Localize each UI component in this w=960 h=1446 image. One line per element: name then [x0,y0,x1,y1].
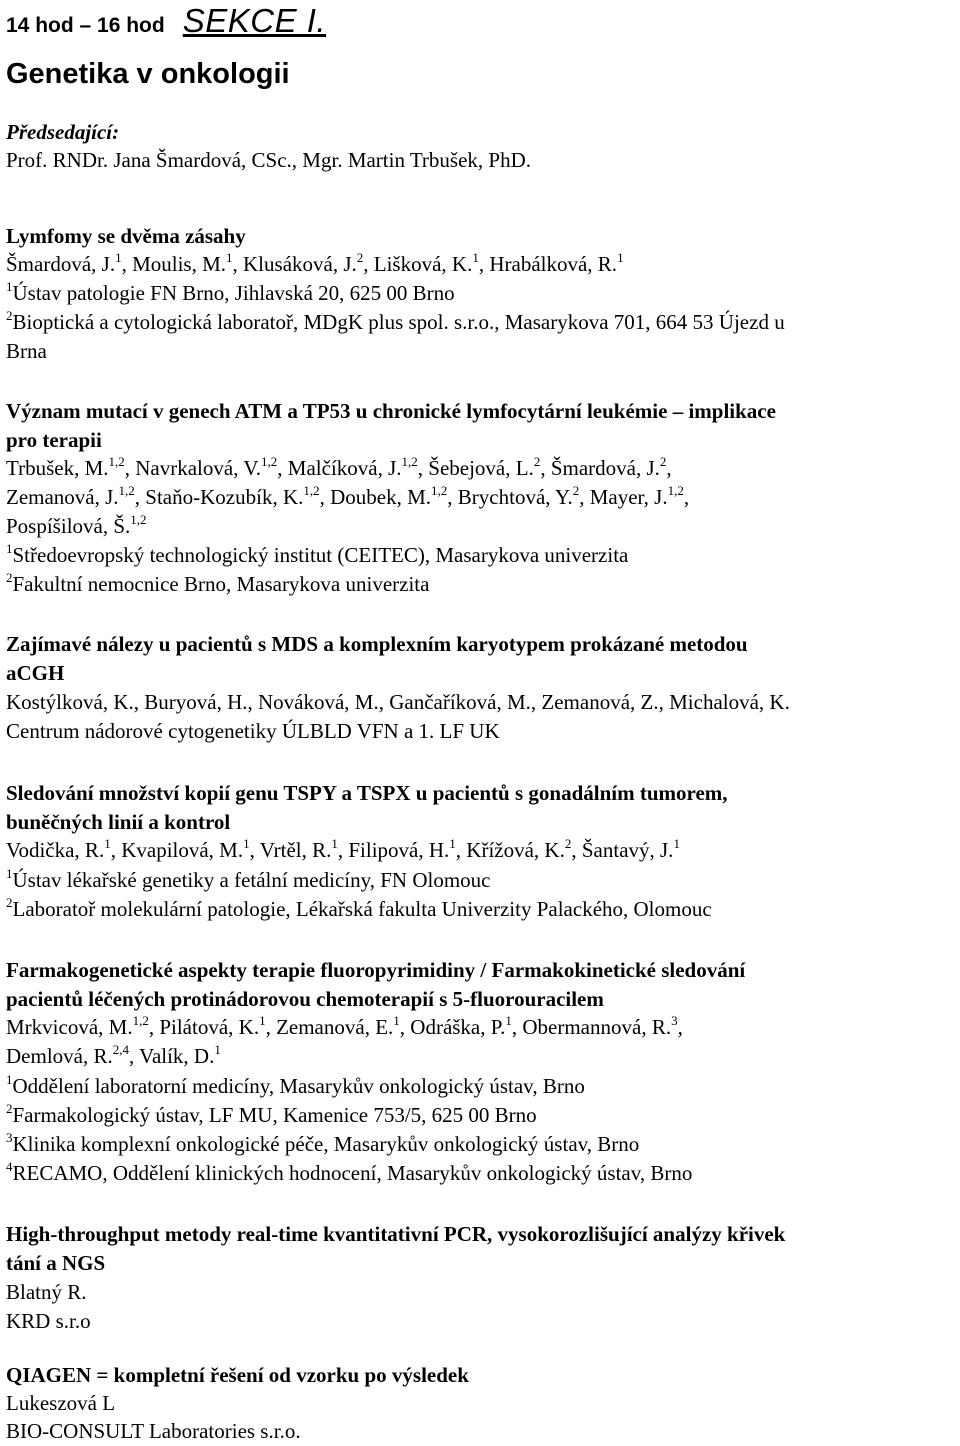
chairs-label: Předsedající: [6,120,120,144]
author: , Brychtová, Y. [447,485,573,509]
author: , Šmardová, J. [540,456,660,480]
author: , Navrkalová, V. [124,456,262,480]
author-sup: 1,2 [303,483,320,498]
affiliation [6,866,491,897]
affiliation-sup: 2 [6,895,13,910]
author-sup: 1 [214,1042,221,1057]
author-sup: 1 [449,836,456,851]
author: , Staňo-Kozubík, K. [134,485,304,509]
author: , Obermannová, R. [511,1015,672,1039]
affiliation-sup: 3 [6,1130,13,1145]
talk-authors [6,1013,683,1044]
author: Mrkvicová, M. [6,1015,133,1039]
author: , [677,1015,683,1039]
talk-title: High-throughput metody real-time kvantitativní PCR, vysokorozlišující analýzy křivek [6,1222,786,1246]
talk-title-continued: aCGH [6,661,65,685]
talk-title: Farmakogenetické aspekty terapie fluoropyrimidiny / Farmakokinetické sledování [6,958,746,982]
author-sup: 2 [533,454,541,469]
talk-authors [6,836,680,867]
author-sup: 3 [671,1013,678,1028]
author: Pospíšilová, Š. [6,514,131,538]
talk-title-continued: buněčných linií a kontrol [6,810,231,834]
talk-author: Blatný R. [6,1280,87,1304]
session-title: Genetika v onkologii [6,58,290,90]
author: , [666,456,672,480]
author-sup: 2 [564,836,572,851]
affiliation-text: Ústav lékařské genetiky a fetální medicíny, FN Olomouc [12,868,491,892]
author: , Mayer, J. [579,485,668,509]
author-sup: 1,2 [667,483,684,498]
affiliation-text: Středoevropský technologický institut (CEITEC), Masarykova univerzita [12,543,629,567]
affiliation [6,279,455,310]
affiliation-sup: 2 [6,308,13,323]
author: , Pilátová, K. [148,1015,260,1039]
affiliation-sup: 2 [6,1101,13,1116]
author-sup: 1 [104,836,111,851]
affiliation-text: Ústav patologie FN Brno, Jihlavská 20, 625 00 Brno [12,281,455,305]
affiliation [6,1101,537,1132]
affiliation-text: Klinika komplexní onkologické péče, Masarykův onkologický ústav, Brno [12,1132,640,1156]
author: , Valík, D. [128,1044,215,1068]
affiliation-sup: 4 [6,1159,13,1174]
talk-title: Lymfomy se dvěma zásahy [6,224,246,248]
talk-authors: Kostýlková, K., Buryová, H., Nováková, M., Gančaříková, M., Zemanová, Z., Michalová, K. [6,690,790,714]
author: , Klusáková, J. [232,252,357,276]
author-sup: 1 [617,250,624,265]
author-sup: 2 [572,483,580,498]
author: Šmardová, J. [6,252,116,276]
author: Zemanová, J. [6,485,119,509]
author: , Moulis, M. [121,252,227,276]
affiliation [6,1159,692,1190]
author-sup: 1 [226,250,233,265]
affiliation-text: Oddělení laboratorní medicíny, Masarykův onkologický ústav, Brno [12,1074,585,1098]
talk-title-continued: pacientů léčených protinádorovou chemoterapií s 5-fluorouracilem [6,987,604,1011]
affiliation: KRD s.r.o [6,1309,91,1333]
affiliation [6,308,785,339]
author-sup: 1,2 [108,454,125,469]
talk-title: Sledování množství kopií genu TSPY a TSPX u pacientů s gonadálním tumorem, [6,781,728,805]
author-sup: 1 [505,1013,512,1028]
affiliation-sup: 1 [6,1072,13,1087]
session-header [6,2,326,40]
author-sup: 1 [393,1013,400,1028]
author: , Filipová, H. [337,838,450,862]
author: , [683,485,690,509]
author-sup: 2,4 [112,1042,129,1057]
author-sup: 1 [259,1013,266,1028]
talk-authors [6,454,672,485]
affiliation [6,895,712,926]
affiliation-text: RECAMO, Oddělení klinických hodnocení, Masarykův onkologický ústav, Brno [12,1161,693,1185]
talk-title-continued: tání a NGS [6,1251,106,1275]
author: , Křížová, K. [455,838,565,862]
author-sup: 1,2 [118,483,135,498]
talk-authors [6,483,689,514]
talk-title: QIAGEN = kompletní řešení od vzorku po výsledek [6,1363,469,1387]
talk-authors [6,1042,221,1073]
author-sup: 1,2 [401,454,418,469]
author: Trbušek, M. [6,456,109,480]
author: , Lišková, K. [363,252,473,276]
author: , Hrabálková, R. [478,252,618,276]
author: Demlová, R. [6,1044,113,1068]
affiliation-text: Farmakologický ústav, LF MU, Kamenice 753/5, 625 00 Brno [12,1103,537,1127]
author: , Šantavý, J. [571,838,674,862]
talk-author: Lukeszová L [6,1391,116,1415]
author-sup: 1,2 [130,512,147,527]
author: , Kvapilová, M. [110,838,244,862]
talk-authors [6,250,624,281]
affiliation: Centrum nádorové cytogenetiky ÚLBLD VFN a 1. LF UK [6,719,500,743]
affiliation [6,570,429,601]
affiliation-sup: 1 [6,279,13,294]
section-label: SEKCE I. [182,2,327,39]
author: , Malčíková, J. [277,456,402,480]
author-sup: 2 [356,250,364,265]
talk-title-continued: pro terapii [6,428,102,452]
affiliation-text: Fakultní nemocnice Brno, Masarykova univerzita [12,572,430,596]
author: , Doubek, M. [319,485,432,509]
author: , Šebejová, L. [417,456,534,480]
affiliation-sup: 1 [6,541,13,556]
affiliation [6,1130,639,1161]
author-sup: 1 [673,836,680,851]
author-sup: 1,2 [261,454,278,469]
author-sup: 1 [331,836,338,851]
author: , Odráška, P. [399,1015,506,1039]
affiliation-text: Bioptická a cytologická laboratoř, MDgK plus spol. s.r.o., Masarykova 701, 664 53 Újezd u [12,310,785,334]
author-sup: 2 [659,454,667,469]
author-sup: 1 [243,836,250,851]
affiliation-text: Laboratoř molekulární patologie, Lékařská fakulta Univerzity Palackého, Olomouc [12,897,712,921]
author: Vodička, R. [6,838,105,862]
author-sup: 1,2 [431,483,448,498]
affiliation-sup: 1 [6,866,13,881]
talk-authors [6,512,147,543]
affiliation-sup: 2 [6,570,13,585]
affiliation: BIO-CONSULT Laboratories s.r.o. [6,1419,301,1443]
affiliation [6,541,628,572]
session-time: 14 hod – 16 hod [6,14,165,37]
talk-title: Zajímavé nálezy u pacientů s MDS a komplexním karyotypem prokázané metodou [6,632,748,656]
chairs-names: Prof. RNDr. Jana Šmardová, CSc., Mgr. Martin Trbušek, PhD. [6,148,532,172]
author: , Vrtěl, R. [249,838,332,862]
author-sup: 1 [472,250,479,265]
affiliation-continued: Brna [6,339,47,363]
affiliation [6,1072,585,1103]
author-sup: 1,2 [132,1013,149,1028]
author-sup: 1 [115,250,122,265]
talk-title: Význam mutací v genech ATM a TP53 u chronické lymfocytární leukémie – implikace [6,399,776,423]
author: , Zemanová, E. [265,1015,394,1039]
